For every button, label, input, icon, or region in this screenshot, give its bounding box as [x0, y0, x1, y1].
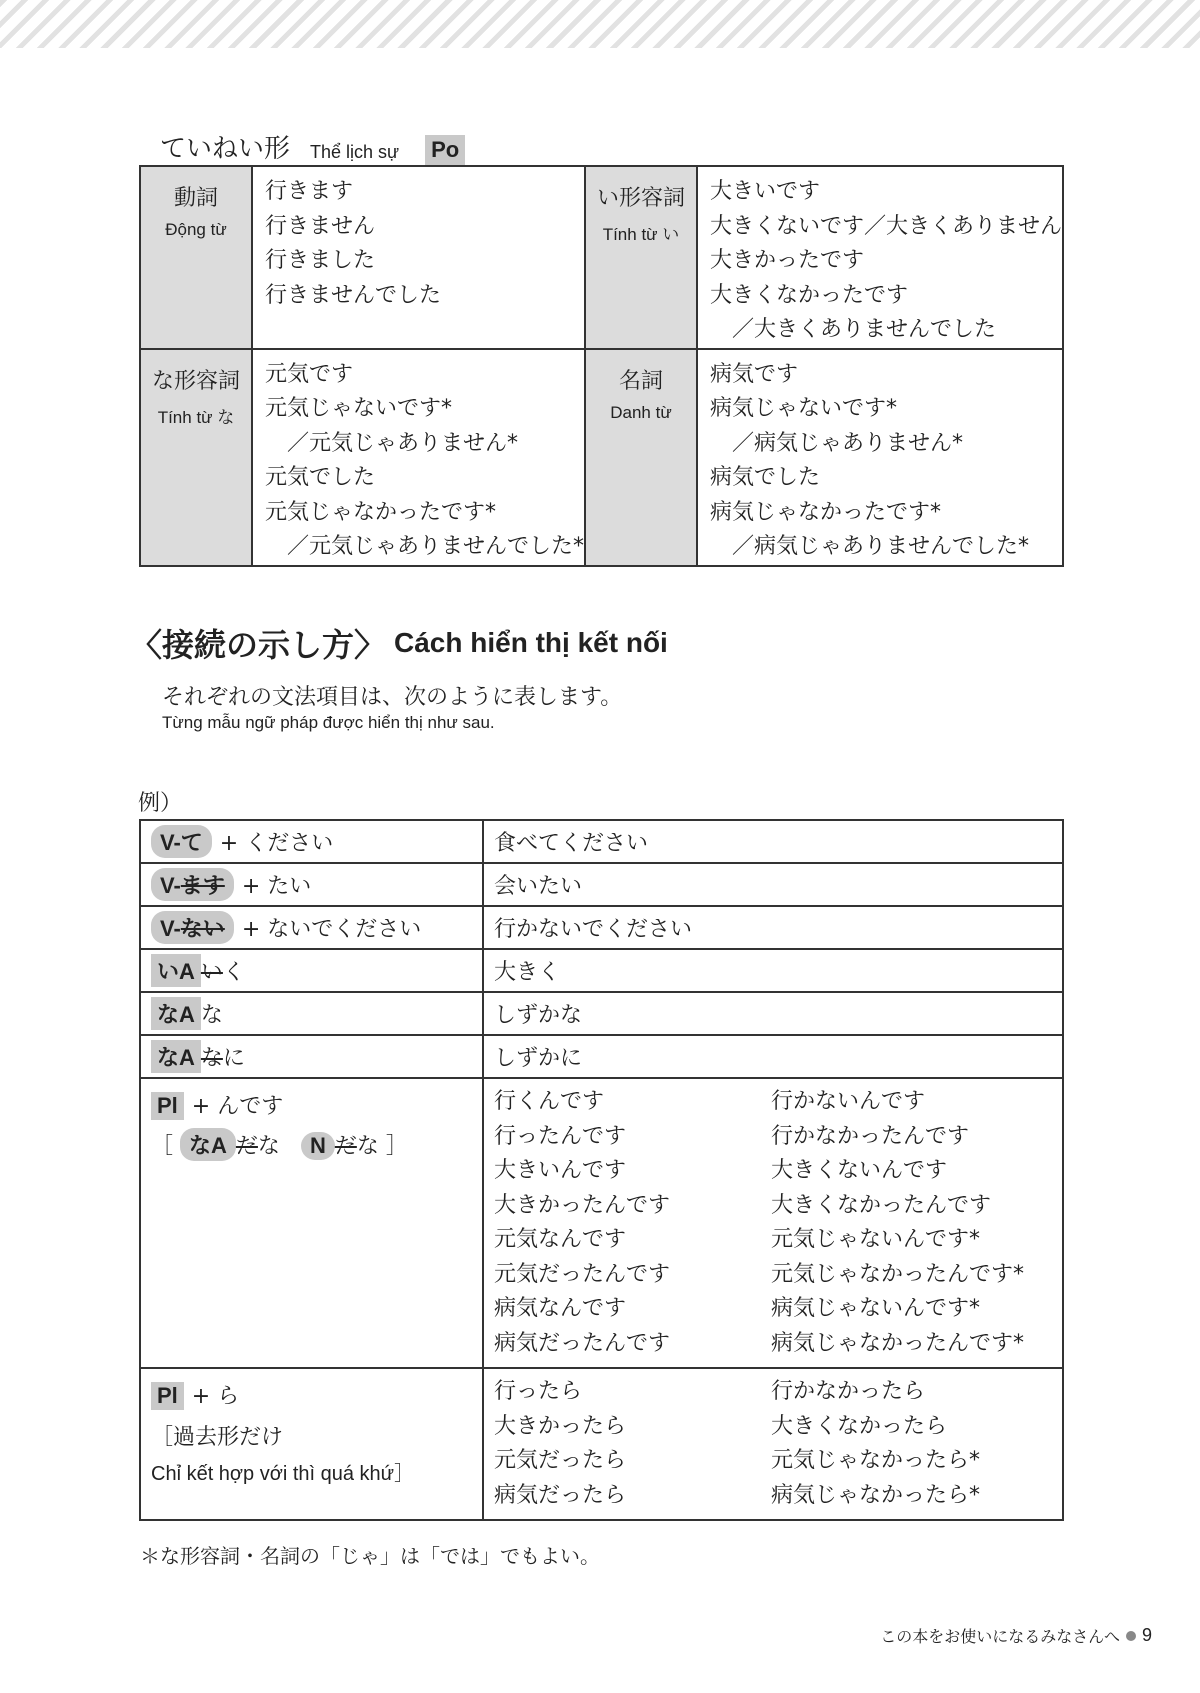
struck-ending: な — [200, 1046, 223, 1071]
pos-jp: な形容詞 — [151, 368, 240, 394]
section-title — [130, 620, 668, 666]
example-line: 行ったら — [494, 1379, 583, 1404]
polite-title-vi: Thể lịch sự — [310, 142, 400, 162]
polite-form-table — [139, 165, 1064, 567]
example-line: 行くんです — [494, 1089, 605, 1114]
form-line: 病気でした — [709, 465, 820, 490]
example-column-negative — [771, 1375, 1048, 1513]
example-cell: 会いたい — [483, 863, 1063, 906]
form-line: 元気じゃないです* — [264, 396, 452, 421]
example-line: 病気じゃないんです* — [771, 1296, 981, 1321]
table-row — [140, 1078, 1063, 1368]
example-line: 行かなかったら — [771, 1379, 926, 1404]
pos-vi: Tính từ な — [157, 407, 235, 427]
form-line: 元気です — [264, 361, 353, 387]
bracket-close: ］ — [385, 1134, 408, 1159]
form-line: 行きました — [264, 248, 375, 273]
pattern-text: な — [257, 1134, 280, 1159]
example-cell — [483, 1078, 1063, 1368]
plain-form-tag: Pl — [151, 1382, 184, 1410]
example-cell: 食べてください — [483, 820, 1063, 863]
form-line: 元気でした — [264, 465, 375, 490]
example-line: 元気だったんです — [494, 1261, 671, 1287]
pattern-cell — [140, 906, 483, 949]
example-line: 行ったんです — [494, 1123, 627, 1149]
example-line: 病気じゃなかったんです* — [771, 1330, 1025, 1356]
table-row — [140, 1035, 1063, 1078]
table-row — [140, 349, 1063, 566]
table-row — [140, 166, 1063, 349]
section-title-vi: Cách hiển thị kết nối — [394, 627, 668, 658]
pattern-text: に — [222, 1046, 245, 1071]
plain-form-tag: Pl — [151, 1092, 184, 1120]
pattern-cell — [140, 1035, 483, 1078]
table-row — [140, 1368, 1063, 1520]
form-line: ／元気じゃありません* — [286, 430, 518, 456]
pattern-cell — [140, 1078, 483, 1368]
pattern-text: + ください — [219, 831, 334, 856]
forms-cell — [252, 166, 585, 349]
bracket-open: ［ — [151, 1134, 174, 1159]
na-adjective-pill: なA — [151, 1040, 201, 1073]
pos-header-noun — [585, 349, 697, 566]
form-line: 大きくなかったです — [709, 282, 908, 308]
form-line: 大きくないです／大きくありません — [709, 213, 1062, 239]
pattern-text: + ないでください — [241, 917, 422, 942]
example-line: 元気だったら — [494, 1448, 627, 1473]
pill-struck: ない — [180, 916, 225, 941]
example-line: 病気なんです — [494, 1296, 627, 1321]
pattern-text: く — [222, 960, 245, 985]
struck-ending: だ — [235, 1134, 258, 1159]
form-line: ／元気じゃありませんでした* — [286, 534, 584, 559]
bullet-icon — [1126, 1631, 1136, 1641]
form-line: 大きいです — [709, 179, 820, 204]
struck-ending: だ — [334, 1134, 357, 1159]
pattern-note-jp: ［過去形だけ — [151, 1425, 284, 1450]
intro-text-vi: Từng mẫu ngữ pháp được hiển thị như sau. — [162, 713, 495, 732]
pos-vi: Tính từ い — [602, 225, 680, 244]
section-title-jp: 〈接続の示し方〉 — [130, 626, 387, 664]
form-line: 行きません — [264, 213, 375, 239]
example-cell: 行かないでください — [483, 906, 1063, 949]
example-cell: 大きく — [483, 949, 1063, 992]
header-stripe-band — [0, 0, 1200, 48]
pattern-text: な — [356, 1134, 379, 1159]
form-line: 病気じゃないです* — [709, 396, 897, 421]
form-line: ／大きくありませんでした — [731, 317, 996, 342]
example-line: 大きかったら — [494, 1413, 627, 1439]
form-line: ／病気じゃありません* — [731, 430, 963, 456]
pos-vi: Động từ — [165, 220, 227, 239]
example-line: 元気じゃなかったら* — [771, 1448, 981, 1473]
pattern-cell — [140, 820, 483, 863]
verb-masu-pill — [151, 868, 234, 901]
pos-header-i-adjective — [585, 166, 697, 349]
pos-jp: 動詞 — [173, 186, 218, 211]
form-line: ／病気じゃありませんでした* — [731, 534, 1029, 559]
example-column-affirmative — [494, 1375, 771, 1513]
intro-text-jp: それぞれの文法項目は、次のように表します。 — [162, 685, 623, 710]
example-columns — [494, 1085, 1052, 1361]
example-cell: しずかな — [483, 992, 1063, 1035]
noun-pill: N — [301, 1132, 335, 1160]
table-row — [140, 820, 1063, 863]
example-cell: しずかに — [483, 1035, 1063, 1078]
footer-text: この本をお使いになるみなさんへ — [880, 1627, 1120, 1646]
pattern-text: な — [200, 1003, 223, 1028]
example-label: 例） — [138, 791, 183, 816]
struck-ending: い — [200, 960, 223, 985]
example-line: 元気じゃないんです* — [771, 1227, 981, 1252]
form-line: 行きませんでした — [264, 282, 441, 308]
pattern-text: + たい — [241, 874, 312, 899]
example-line: 行かないんです — [771, 1089, 926, 1114]
forms-cell — [697, 166, 1063, 349]
form-line: 病気です — [709, 361, 798, 387]
pattern-cell — [140, 863, 483, 906]
form-line: 行きます — [264, 179, 353, 204]
pattern-note-vi: Chỉ kết hợp với thì quá khứ］ — [151, 1463, 415, 1485]
connection-example-table — [139, 819, 1064, 1521]
pattern-cell — [140, 949, 483, 992]
example-line: 元気なんです — [494, 1227, 627, 1252]
table-row — [140, 949, 1063, 992]
pill-struck: ます — [180, 873, 225, 898]
example-line: 大きくなかったんです — [771, 1192, 992, 1218]
example-cell — [483, 1368, 1063, 1520]
form-line: 大きかったです — [709, 248, 864, 273]
pattern-text: + んです — [191, 1094, 284, 1119]
polite-form-heading — [160, 128, 465, 165]
example-line: 大きくなかったら — [771, 1413, 948, 1439]
pos-jp: い形容詞 — [596, 186, 685, 211]
polite-title-jp: ていねい形 — [160, 134, 291, 164]
example-line: 病気じゃなかったら* — [771, 1482, 981, 1508]
example-line: 大きかったんです — [494, 1192, 671, 1218]
pill-prefix: V- — [160, 916, 181, 941]
pos-vi: Danh từ — [610, 402, 672, 422]
form-line: 病気じゃなかったです* — [709, 499, 941, 525]
forms-cell — [252, 349, 585, 566]
form-line: 元気じゃなかったです* — [264, 499, 496, 525]
na-adjective-pill: なA — [151, 997, 201, 1030]
example-line: 病気だったら — [494, 1482, 627, 1508]
verb-nai-pill — [151, 911, 234, 944]
example-line: 大きくないんです — [771, 1158, 948, 1183]
example-line: 病気だったんです — [494, 1330, 671, 1356]
pattern-cell — [140, 1368, 483, 1520]
pill-prefix: V- — [160, 873, 181, 898]
pattern-note — [151, 1128, 472, 1161]
na-adjective-pill: なA — [180, 1128, 236, 1161]
pos-jp: 名詞 — [618, 368, 663, 394]
pattern-text: + ら — [191, 1384, 240, 1409]
table-row — [140, 906, 1063, 949]
example-line: 行かなかったんです — [771, 1123, 970, 1149]
verb-te-pill: V-て — [151, 825, 212, 858]
table-row — [140, 992, 1063, 1035]
example-line: 大きいんです — [494, 1158, 627, 1183]
pos-header-verb — [140, 166, 252, 349]
forms-cell — [697, 349, 1063, 566]
page-footer — [880, 1624, 1152, 1647]
example-column-negative — [771, 1085, 1048, 1361]
footnote: ＊な形容詞・名詞の「じゃ」は「では」でもよい。 — [140, 1544, 600, 1568]
example-line: 元気じゃなかったんです* — [771, 1261, 1025, 1287]
pos-header-na-adjective — [140, 349, 252, 566]
polite-tag: Po — [425, 135, 465, 165]
example-columns — [494, 1375, 1052, 1513]
table-row — [140, 863, 1063, 906]
page-number: 9 — [1141, 1625, 1152, 1645]
pattern-cell — [140, 992, 483, 1035]
example-column-affirmative — [494, 1085, 771, 1361]
i-adjective-pill: いA — [151, 954, 201, 987]
